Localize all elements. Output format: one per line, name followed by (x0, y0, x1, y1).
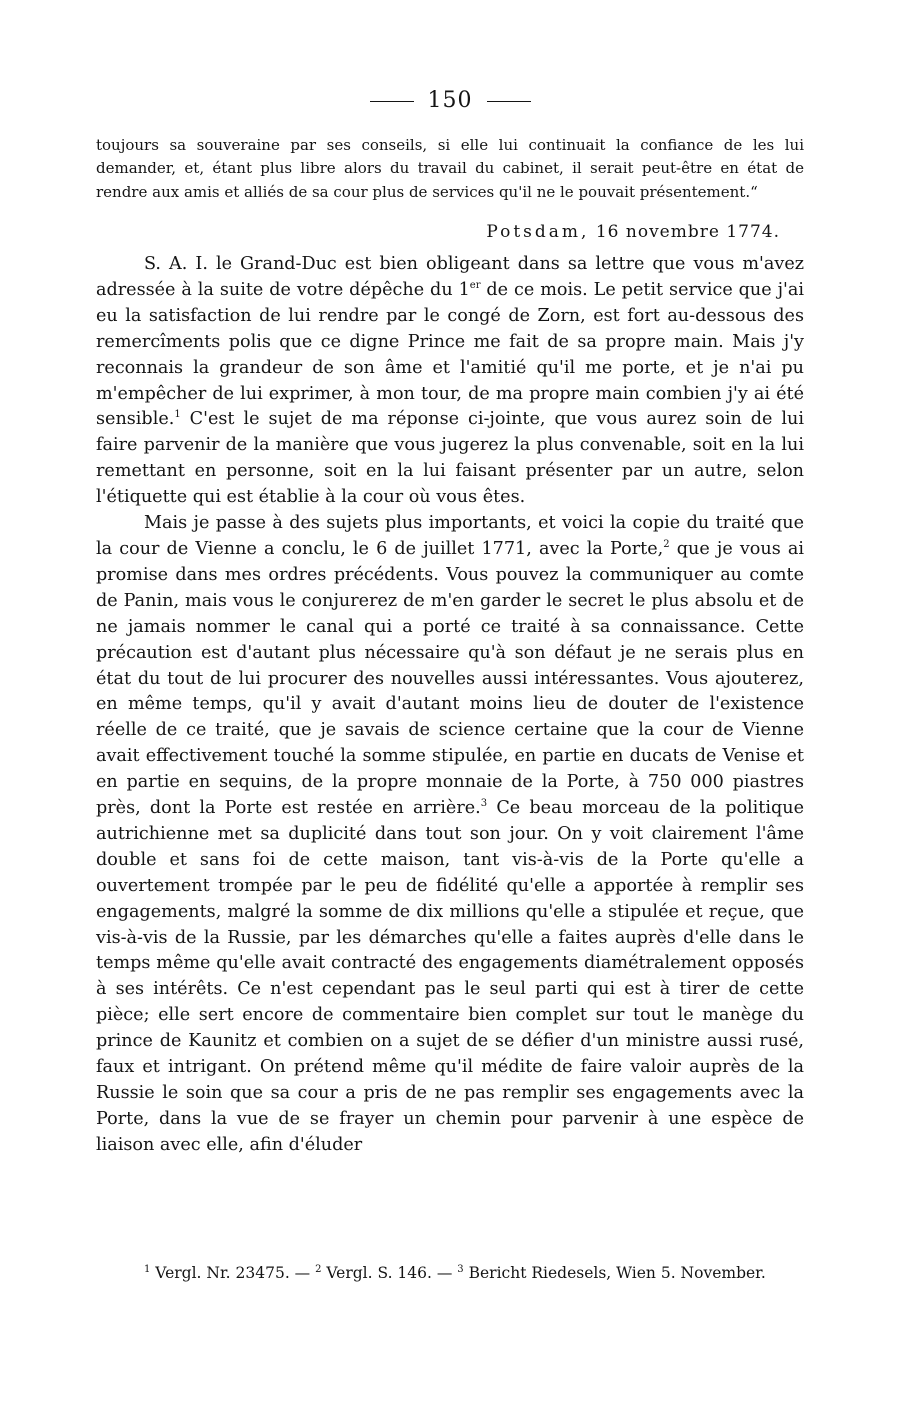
paragraph-1-text-c: C'est le sujet de ma réponse ci-jointe, que vous aurez soin de lui faire parvenir de la manière que vous jugerez la plus convenable, soit en la lui remettant en personne, soit en la lui faisant présenter par un autre, selon l'étiquette qui est établie à la cour où vous êtes. (96, 409, 804, 508)
paragraph-2-text-a: Mais je passe à des sujets plus importants, et voici la copie du traité que la cour de Vienne a conclu, le 6 de juillet 1771, avec la Porte, (96, 513, 804, 559)
dateline (486, 222, 780, 242)
paragraph-1-text-b: de ce mois. Le petit service que j'ai eu la satisfaction de lui rendre par le congé de Zorn, est fort au-dessous des remercîments polis que ce digne Prince me fait de sa propre main. Mais j'y reconnais la grandeur de son âme et l'amitié qu'il me porte, et je n'ai pu m'empêcher de lui exprimer, à mon tour, de ma propre main combien j'y ai été sensible. (96, 279, 804, 430)
footnotes (96, 1262, 804, 1284)
footnote-2-text: Vergl. S. 146. — (321, 1264, 458, 1282)
page-number (0, 88, 900, 113)
letter-body (96, 252, 804, 1159)
footnote-1-text: Vergl. Nr. 23475. — (150, 1264, 316, 1282)
left-rule (370, 101, 414, 102)
paragraph-1 (96, 252, 804, 511)
paragraph-2 (96, 511, 804, 1159)
paragraph-1-text-a: S. A. I. le Grand-Duc est bien obligeant dans sa lettre que vous m'avez adressée à la suite de votre dépêche du 1 (96, 254, 804, 300)
footnote-marker-2: 2 (315, 1263, 322, 1275)
paragraph-2-text-c: Ce beau morceau de la politique autrichienne met sa duplicité dans tout son jour. On y voit clairement l'âme double et sans foi de cette maison, tant vis-à-vis de la Porte qu'elle a ouvertement trompée par le peu de fidélité qu'elle a apportée à remplir ses engagements, malgré la somme de dix millions qu'elle a stipulée et reçue, que vis-à-vis de la Russie, par les démarches qu'elle a faites auprès d'elle dans le temps même qu'elle avait contracté des engagements diamétralement opposés à ses intérêts. Ce n'est cependant pas le seul parti qui est à tirer de cette pièce; elle sert encore de commentaire bien complet sur tout le manège du prince de Kaunitz et combien on a sujet de se défier d'un ministre aussi rusé, faux et intrigant. On prétend même qu'il médite de faire valoir auprès de la Russie le soin que sa cour a pris de ne pas remplir ses engagements avec la Porte, dans la vue de se frayer un chemin pour parvenir à une espèce de liaison avec elle, afin d'éluder (96, 798, 804, 1155)
footnote-marker-3: 3 (457, 1263, 464, 1275)
footnote-ref-1: 1 (174, 409, 181, 421)
paragraph-2-text-b: que je vous ai promise dans mes ordres précédents. Vous pouvez la communiquer au comte de Panin, mais vous le conjurerez de m'en garder le secret le plus absolu et de ne jamais nommer le canal qui a porté ce traité à sa connaissance. Cette précaution est d'autant plus nécessaire qu'à son défaut je ne serais plus en état du tout de lui procurer des nouvelles aussi intéressantes. Vous ajouterez, en même temps, qu'il y avait d'autant moins lieu de douter de l'existence réelle de ce traité, que je savais de science certaine que la cour de Vienne avait effectivement touché la somme stipulée, en partie en ducats de Venise et en partie en sequins, de la propre monnaie de la Porte, à 750 000 piastres près, dont la Porte est restée en arrière. (96, 538, 804, 819)
footnote-3-text: Bericht Riedesels, Wien 5. November. (463, 1264, 766, 1282)
footnote-marker-1: 1 (144, 1263, 151, 1275)
right-rule (487, 101, 531, 102)
dateline-date: 16 novembre 1774. (595, 222, 780, 242)
ordinal-superscript: er (469, 280, 481, 292)
dateline-place: Potsdam, (486, 222, 590, 242)
footnote-line (96, 1262, 804, 1284)
footnote-ref-2: 2 (663, 539, 670, 551)
footnote-ref-3: 3 (480, 798, 488, 810)
quoted-letter-ending: toujours sa souveraine par ses conseils, si elle lui continuait la confiance de les lui demander, et, étant plus libre alors du travail du cabinet, il serait peut-être en état de rendre aux amis et alliés de sa cour plus de services qu'il ne le pouvait présentement.“ (96, 136, 804, 201)
page-number-value: 150 (427, 88, 473, 113)
